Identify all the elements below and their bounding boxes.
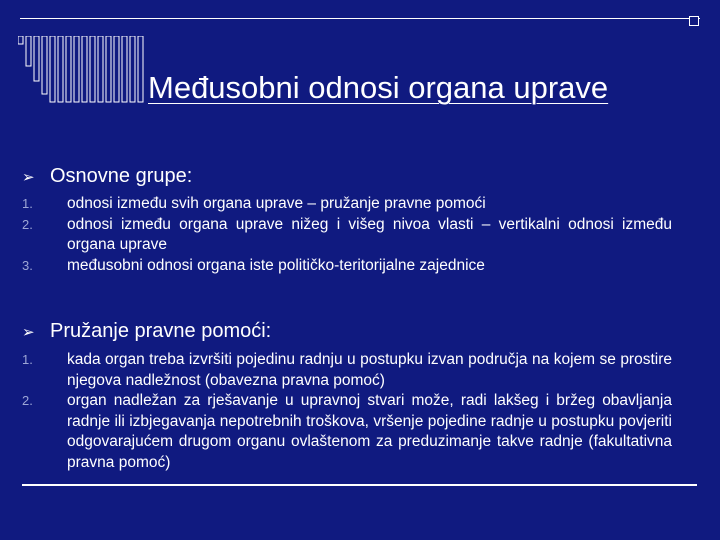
section-heading-legal-assistance [22, 320, 271, 343]
section-heading-basic-groups [22, 165, 192, 188]
list-item-text: odnosi između svih organa uprave – pružanje pravne pomoći [67, 195, 486, 212]
arrow-bullet-icon: ➢ [22, 169, 35, 186]
list-item-text: organ nadležan za rješavanje u upravnoj stvari može, radi lakšeg i bržeg obavljanja radnje ili izbjegavanja nepotrebnih troškova, vršenje pojedine radnje u postupku povjeriti odgovarajućem drugom organu ovlaštenom za preduzimanje takve radnje (fakultativna pravna pomoć) [67, 392, 672, 471]
list-number: 2. [22, 216, 33, 232]
legal-assistance-list [22, 350, 672, 474]
decorative-bottom-line [22, 484, 697, 486]
list-item [22, 194, 672, 215]
list-item [22, 391, 672, 473]
list-item [22, 215, 672, 256]
list-number: 1. [22, 352, 33, 367]
list-item [22, 350, 672, 391]
list-item [22, 256, 672, 277]
list-item-text: međusobni odnosi organa iste političko-teritorijalne zajednice [67, 256, 485, 274]
list-number: 2. [22, 393, 33, 409]
decorative-stripes [18, 36, 158, 106]
list-item-text: kada organ treba izvršiti pojedinu radnju u postupku izvan područja na kojem se prostire njegova nadležnost (obavezna pravna pomoć) [67, 351, 672, 389]
basic-groups-list [22, 194, 672, 276]
list-item-text: odnosi između organa uprave nižeg i višeg nivoa vlasti – vertikalni odnosi između organa uprave [67, 215, 672, 254]
list-number: 3. [22, 257, 33, 273]
decorative-top-line [20, 18, 700, 19]
slide-title: Međusobni odnosi organa uprave [148, 70, 609, 105]
section-heading-text: Osnovne grupe: [50, 165, 193, 187]
arrow-bullet-icon: ➢ [22, 324, 35, 341]
decorative-corner-square [689, 16, 699, 26]
list-number: 1. [22, 196, 33, 211]
section-heading-text: Pružanje pravne pomoći: [50, 320, 272, 342]
